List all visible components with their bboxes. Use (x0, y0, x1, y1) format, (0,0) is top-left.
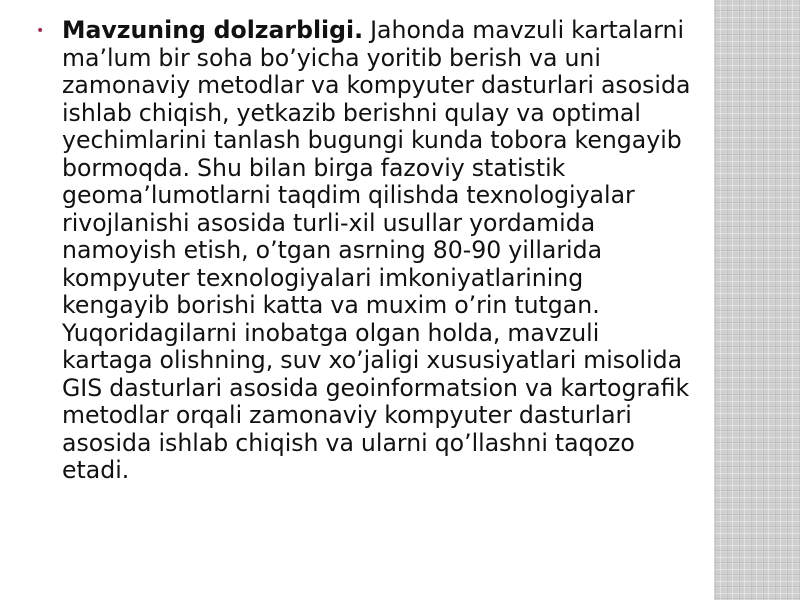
decorative-side-panel (714, 0, 800, 600)
body-paragraph (62, 17, 692, 485)
bullet-marker: • (36, 23, 45, 39)
slide-content (36, 14, 701, 594)
paragraph-body: Jahonda mavzuli kartalarni ma’lum bir soha bo’yicha yoritib berish va uni zamonaviy metodlar va kompyuter dasturlari asosida ishlab chiqish, yetkazib berishni qulay va optimal yechimlarini tanlash bugungi kunda tobora kengayib bormoqda. Shu bilan birga fazoviy statistik geoma’lumotlarni taqdim qilishda texnologiyalar rivojlanishi asosida turli-xil usullar yordamida namoyish etish, o’tgan asrning 80-90 yillarida kompyuter texnologiyalari imkoniyatlarining kengayib borishi katta va muxim o’rin tutgan. Yuqoridagilarni inobatga olgan holda, mavzuli kartaga olishning, suv xo’jaligi xususiyatlari misolida GIS dasturlari asosida geoinformatsion va kartografik metodlar orqali zamonaviy kompyuter dasturlari asosida ishlab chiqish va ularni qo’llashni taqozo etadi. (62, 16, 691, 484)
paragraph-lead: Mavzuning dolzarbligi. (62, 16, 364, 44)
